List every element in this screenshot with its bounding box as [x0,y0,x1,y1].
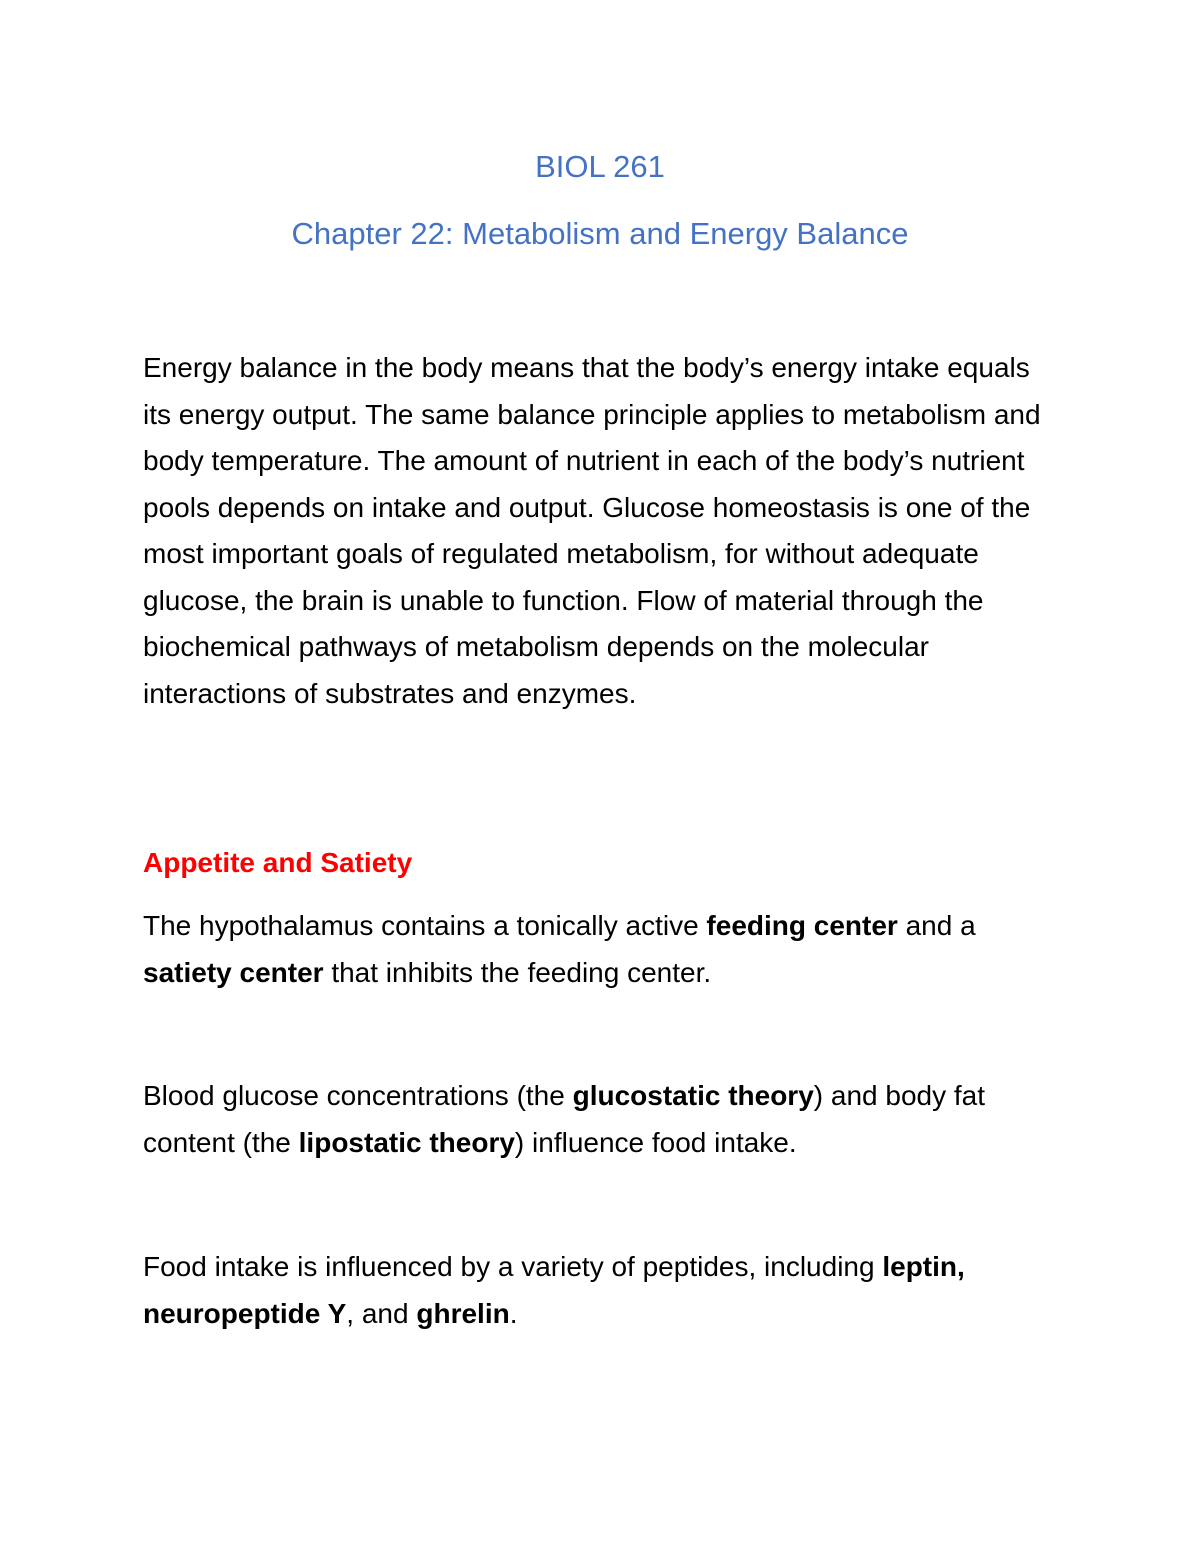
course-code: BIOL 261 [535,149,665,184]
text-run: that inhibits the feeding center. [323,956,712,988]
paragraph-theories [143,1073,1063,1166]
text-run: Food intake is influenced by a variety of peptides, including [143,1251,883,1282]
term-feeding-center: feeding center [706,910,898,941]
chapter-title: Chapter 22: Metabolism and Energy Balance [291,216,909,251]
text-run: . [509,1297,518,1329]
paragraph-peptides [143,1244,1023,1337]
intro-paragraph: Energy balance in the body means that the body’s energy intake equals its energy output. The same balance principle applies to metabolism and body temperature. The amount of nutrient in each of the body’s nutrient pools depends on intake and output. Glucose homeostasis is one of the most important goals of regulated metabolism, for without adequate glucose, the brain is unable to function. Flow of material through the biochemical pathways of metabolism depends on the molecular interactions of substrates and enzymes. [143,352,1041,709]
section-heading-appetite-satiety: Appetite and Satiety [143,847,413,878]
text-run: The hypothalamus contains a tonically active [143,910,707,941]
term-glucostatic-theory: glucostatic theory [572,1080,814,1111]
term-ghrelin: ghrelin [416,1297,510,1329]
term-lipostatic-theory: lipostatic theory [298,1126,515,1158]
term-leptin-neuropeptide-y: leptin, neuropeptide Y [143,1251,965,1329]
text-run: ) and body fat content (the [143,1080,986,1158]
text-run: ) influence food intake. [514,1126,797,1158]
term-satiety-center: satiety center [143,956,324,988]
paragraph-feeding-center [143,903,1023,996]
text-run: , and [346,1297,417,1329]
text-run: Blood glucose concentrations (the [143,1080,573,1111]
text-run: and a [897,910,976,941]
